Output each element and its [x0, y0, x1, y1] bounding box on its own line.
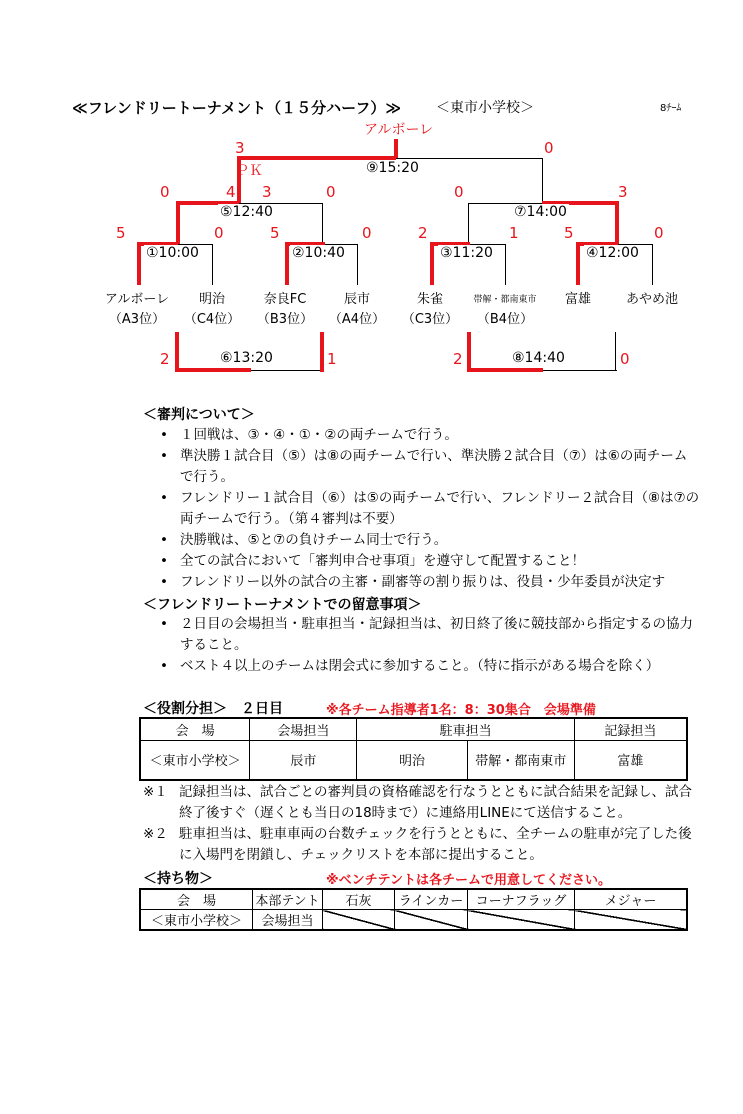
note-mark: ※２ [143, 826, 168, 842]
semi1-score-left-1: 0 [160, 183, 170, 201]
r1-4-right-drop [652, 244, 653, 285]
semi2-right-drop [615, 201, 619, 244]
table-cell: 明治 [357, 740, 467, 780]
table-cell-empty [395, 910, 468, 931]
friendly2-match-label: ⑧14:40 [512, 350, 565, 366]
items-heading: ＜持ち物＞ [143, 871, 213, 887]
table-cell-empty [468, 910, 575, 931]
table-header: 石灰 [323, 889, 395, 910]
friendly1-right-line [251, 370, 324, 371]
list-item: • フレンドリー１試合目（⑥）は⑤の両チームで行い、フレンドリー２試合目（⑧は⑦の両チームで行う。（第４審判は不要） [160, 488, 700, 530]
friendly1-right-up [320, 332, 324, 372]
r1-2-score-right: 0 [362, 224, 372, 242]
final-score-right: 0 [544, 139, 554, 157]
r1-3-match-label: ③11:20 [440, 245, 493, 261]
r1-4-match-label: ④12:00 [586, 245, 639, 261]
roles-heading: ＜役割分担＞ ２日目 [143, 701, 283, 717]
roles-table [139, 717, 688, 781]
table-cell-empty [575, 910, 688, 931]
semi2-left-drop [468, 203, 469, 244]
roles-notice: ※各チーム指導者1名：8：30集合 会場準備 [326, 703, 596, 718]
semi1-match-label: ⑤12:40 [220, 204, 273, 220]
r1-2-score-left: 5 [270, 224, 280, 242]
r1-2-match-label: ②10:40 [292, 245, 345, 261]
friendly1-score-left: 2 [160, 350, 170, 368]
semi2-match-label: ⑦14:00 [514, 204, 567, 220]
semi2-score-left: 0 [454, 183, 464, 201]
team-name: アルボーレ [104, 292, 170, 307]
roles-notes [143, 782, 703, 866]
note-item [143, 782, 703, 824]
list-item: • １回戦は、③・④・①・②の両チームで行う。 [160, 425, 700, 446]
table-header: 会 場 [140, 889, 253, 910]
semi1-left-drop [176, 201, 180, 244]
table-header: 会 場 [140, 718, 250, 740]
notes-heading: ＜フレンドリートーナメントでの留意事項＞ [143, 597, 422, 613]
r1-4-score-right: 0 [654, 224, 664, 242]
r1-3-score-left: 2 [418, 224, 428, 242]
friendly1-score-right: 1 [327, 350, 337, 368]
team-name: 富雄 [564, 292, 591, 307]
friendly2-score-right: 0 [620, 350, 630, 368]
r1-4-score-left: 5 [564, 224, 574, 242]
table-cell: 辰市 [250, 740, 357, 780]
team-name: 帯解・都南東市 [473, 295, 537, 305]
team-seed: （C3位） [401, 312, 459, 327]
final-match-label: ⑨15:20 [366, 160, 419, 176]
r1-1-right-drop [212, 244, 213, 285]
table-cell: 会場担当 [253, 910, 323, 931]
team-name: 明治 [198, 292, 225, 307]
friendly1-left-up [175, 332, 179, 372]
list-item: • 準決勝１試合目（⑤）は⑧の両チームで行い、準決勝２試合目（⑦）は⑥の両チームで行う。 [160, 446, 700, 488]
table-cell: 富雄 [574, 740, 687, 780]
team-count: 8ﾁｰﾑ [660, 103, 682, 114]
final-score-left: 3 [235, 139, 245, 157]
table-header: メジャー [575, 889, 688, 910]
r1-2-right-drop [357, 244, 358, 285]
r1-1-score-right: 0 [214, 224, 224, 242]
semi1-score-right-2: 0 [326, 183, 336, 201]
table-cell: ＜東市小学校＞ [140, 740, 250, 780]
r1-3-score-right: 1 [509, 224, 519, 242]
friendly2-right-up [615, 332, 616, 371]
friendly1-match-label: ⑥13:20 [220, 350, 273, 366]
page-title: ≪フレンドリートーナメント（１５分ハーフ）≫ [72, 99, 402, 117]
r1-1-left-drop [137, 242, 141, 285]
semi2-score-right: 3 [618, 183, 628, 201]
team-name: 朱雀 [416, 292, 443, 307]
final-right-drop [542, 158, 543, 203]
referee-list [160, 425, 700, 593]
final-pk-label: ＰＫ [235, 163, 263, 179]
note-item [143, 824, 703, 866]
team-name: 奈良FC [263, 292, 307, 307]
team-name: あやめ池 [625, 292, 678, 307]
referee-heading: ＜審判について＞ [143, 407, 255, 423]
friendly2-left-line [467, 368, 543, 372]
r1-2-left-drop [285, 242, 289, 285]
list-item: • フレンドリー以外の試合の主審・副審等の割り振りは、役員・少年委員が決定す [160, 572, 700, 593]
notes-list [160, 614, 700, 677]
team-seed: （A3位） [108, 312, 166, 327]
list-item: • 全ての試合において「審判申合せ事項」を遵守して配置すること！ [160, 551, 700, 572]
note-text: 駐車担当は、駐車車両の台数チェックを行うとともに、全チームの駐車が完了した後に入場門を閉鎖し、チェックリストを本部に提出すること。 [179, 826, 692, 863]
table-header: コーナフラッグ [468, 889, 575, 910]
table-header: 駐車担当 [357, 718, 574, 740]
table-cell: ＜東市小学校＞ [140, 910, 253, 931]
items-notice: ※ベンチテントは各チームで用意してください。 [326, 873, 611, 888]
list-item: • 決勝戦は、⑤と⑦の負けチーム同士で行う。 [160, 530, 700, 551]
r1-3-right-drop [505, 244, 506, 285]
team-seed: （C4位） [183, 312, 241, 327]
team-seed: （A4位） [328, 312, 386, 327]
team-seed: （B4位） [476, 312, 534, 327]
r1-4-left-drop [576, 242, 580, 285]
list-item: • ２日目の会場担当・駐車担当・記録担当は、初日終了後に競技部から指定するの協力すること。 [160, 614, 700, 656]
note-text: 記録担当は、試合ごとの審判員の資格確認を行なうとともに試合結果を記録し、試合終了後すぐ（遅くとも当日の18時まで）に連絡用LINEにて送信すること。 [179, 784, 692, 821]
r1-1-score-left: 5 [116, 224, 126, 242]
final-right-line [396, 158, 542, 159]
items-table [139, 888, 688, 931]
friendly2-score-left: 2 [453, 350, 463, 368]
table-header: 記録担当 [574, 718, 687, 740]
semi1-right-drop [322, 203, 323, 244]
team-name: 辰市 [343, 292, 370, 307]
friendly1-left-line [175, 368, 251, 372]
r1-3-left-drop [430, 242, 434, 285]
table-header: 本部テント [253, 889, 323, 910]
semi1-score-right-1: 3 [262, 183, 272, 201]
table-cell: 帯解・都南東市 [467, 740, 574, 780]
venue-label: ＜東市小学校＞ [436, 100, 534, 116]
champion-label: アルボーレ [364, 122, 434, 138]
table-header: ラインカー [395, 889, 468, 910]
note-mark: ※１ [143, 784, 168, 800]
table-cell-empty [323, 910, 395, 931]
friendly2-right-line [543, 370, 617, 371]
list-item: • ベスト４以上のチームは閉会式に参加すること。（特に指示がある場合を除く） [160, 656, 700, 677]
friendly2-left-up [467, 332, 471, 372]
table-header: 会場担当 [250, 718, 357, 740]
semi1-score-left-2: 4 [226, 183, 236, 201]
team-seed: （B3位） [256, 312, 314, 327]
r1-1-match-label: ①10:00 [146, 245, 199, 261]
